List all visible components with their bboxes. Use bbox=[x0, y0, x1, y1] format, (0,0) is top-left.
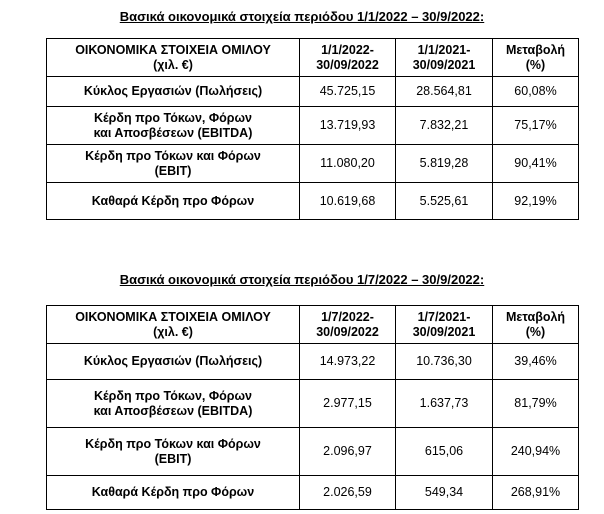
header-period-current bbox=[300, 306, 396, 344]
row-value-current: 2.096,97 bbox=[300, 428, 396, 476]
header-label-line1: ΟΙΚΟΝΟΜΙΚΑ ΣΤΟΙΧΕΙΑ ΟΜΙΛΟΥ bbox=[75, 309, 271, 324]
table-row bbox=[47, 107, 579, 145]
header-period-previous bbox=[396, 39, 493, 77]
table-header-row bbox=[47, 39, 579, 77]
header-label-cell bbox=[47, 306, 300, 344]
row-change: 92,19% bbox=[493, 183, 579, 220]
row-value-current: 13.719,93 bbox=[300, 107, 396, 145]
row-change: 81,79% bbox=[493, 380, 579, 428]
row-label bbox=[47, 107, 300, 145]
header-change-line2: (%) bbox=[525, 324, 546, 339]
header-period-current bbox=[300, 39, 396, 77]
table-row bbox=[47, 380, 579, 428]
row-label-line1: Καθαρά Κέρδη προ Φόρων bbox=[91, 485, 255, 499]
header-period-current-line1: 1/1/2022- bbox=[321, 42, 374, 57]
row-value-previous: 10.736,30 bbox=[396, 344, 493, 380]
row-change: 60,08% bbox=[493, 77, 579, 107]
header-change-line1: Μεταβολή bbox=[505, 309, 566, 324]
header-change-line1: Μεταβολή bbox=[505, 42, 566, 57]
row-change: 240,94% bbox=[493, 428, 579, 476]
row-label-line2: (EBIT) bbox=[154, 451, 192, 466]
row-value-current: 10.619,68 bbox=[300, 183, 396, 220]
row-change: 268,91% bbox=[493, 476, 579, 510]
table-row bbox=[47, 344, 579, 380]
row-value-current: 2.977,15 bbox=[300, 380, 396, 428]
row-label bbox=[47, 145, 300, 183]
row-label bbox=[47, 428, 300, 476]
header-label-line2: (χιλ. €) bbox=[153, 57, 193, 72]
row-label-line1: Κύκλος Εργασιών (Πωλήσεις) bbox=[83, 354, 263, 368]
header-period-previous-line2: 30/09/2021 bbox=[412, 324, 476, 339]
table-row bbox=[47, 77, 579, 107]
row-label-line2: και Αποσβέσεων (EBITDA) bbox=[93, 403, 253, 418]
row-value-previous: 5.525,61 bbox=[396, 183, 493, 220]
row-value-previous: 7.832,21 bbox=[396, 107, 493, 145]
row-value-current: 14.973,22 bbox=[300, 344, 396, 380]
header-period-current-line2: 30/09/2022 bbox=[316, 324, 379, 339]
table-row bbox=[47, 145, 579, 183]
header-period-previous-line1: 1/7/2021- bbox=[417, 309, 471, 324]
header-change-line2: (%) bbox=[525, 57, 546, 72]
row-label bbox=[47, 77, 300, 107]
row-label bbox=[47, 344, 300, 380]
table-header-row bbox=[47, 306, 579, 344]
header-change bbox=[493, 39, 579, 77]
financial-table-1 bbox=[46, 38, 579, 220]
row-label-line1: Κέρδη προ Τόκων, Φόρων bbox=[94, 388, 252, 403]
row-value-current: 11.080,20 bbox=[300, 145, 396, 183]
row-label-line2: (EBIT) bbox=[154, 163, 192, 178]
header-period-previous-line2: 30/09/2021 bbox=[412, 57, 476, 72]
header-label-line2: (χιλ. €) bbox=[153, 324, 193, 339]
financial-table-2 bbox=[46, 305, 579, 510]
header-period-current-line2: 30/09/2022 bbox=[316, 57, 379, 72]
table-row bbox=[47, 428, 579, 476]
row-value-current: 2.026,59 bbox=[300, 476, 396, 510]
row-label bbox=[47, 183, 300, 220]
row-value-previous: 549,34 bbox=[396, 476, 493, 510]
header-label-line1: ΟΙΚΟΝΟΜΙΚΑ ΣΤΟΙΧΕΙΑ ΟΜΙΛΟΥ bbox=[75, 42, 271, 57]
row-change: 75,17% bbox=[493, 107, 579, 145]
row-label bbox=[47, 476, 300, 510]
header-period-current-line1: 1/7/2022- bbox=[321, 309, 374, 324]
row-label-line1: Κέρδη προ Τόκων και Φόρων bbox=[85, 436, 261, 451]
header-period-previous bbox=[396, 306, 493, 344]
row-label bbox=[47, 380, 300, 428]
header-change bbox=[493, 306, 579, 344]
row-value-previous: 5.819,28 bbox=[396, 145, 493, 183]
header-period-previous-line1: 1/1/2021- bbox=[417, 42, 471, 57]
table-row bbox=[47, 476, 579, 510]
section-caption: Βασικά οικονομικά στοιχεία περιόδου 1/1/2022 – 30/9/2022: bbox=[119, 9, 485, 24]
header-label-cell bbox=[47, 39, 300, 77]
row-change: 90,41% bbox=[493, 145, 579, 183]
row-label-line2: και Αποσβέσεων (EBITDA) bbox=[93, 125, 253, 140]
row-label-line1: Κύκλος Εργασιών (Πωλήσεις) bbox=[83, 84, 263, 98]
row-value-current: 45.725,15 bbox=[300, 77, 396, 107]
row-value-previous: 1.637,73 bbox=[396, 380, 493, 428]
row-label-line1: Κέρδη προ Τόκων και Φόρων bbox=[85, 148, 261, 163]
table-row bbox=[47, 183, 579, 220]
section-caption: Βασικά οικονομικά στοιχεία περιόδου 1/7/2022 – 30/9/2022: bbox=[119, 272, 485, 287]
row-label-line1: Καθαρά Κέρδη προ Φόρων bbox=[91, 193, 255, 208]
row-value-previous: 615,06 bbox=[396, 428, 493, 476]
row-value-previous: 28.564,81 bbox=[396, 77, 493, 107]
row-change: 39,46% bbox=[493, 344, 579, 380]
row-label-line1: Κέρδη προ Τόκων, Φόρων bbox=[94, 110, 252, 125]
